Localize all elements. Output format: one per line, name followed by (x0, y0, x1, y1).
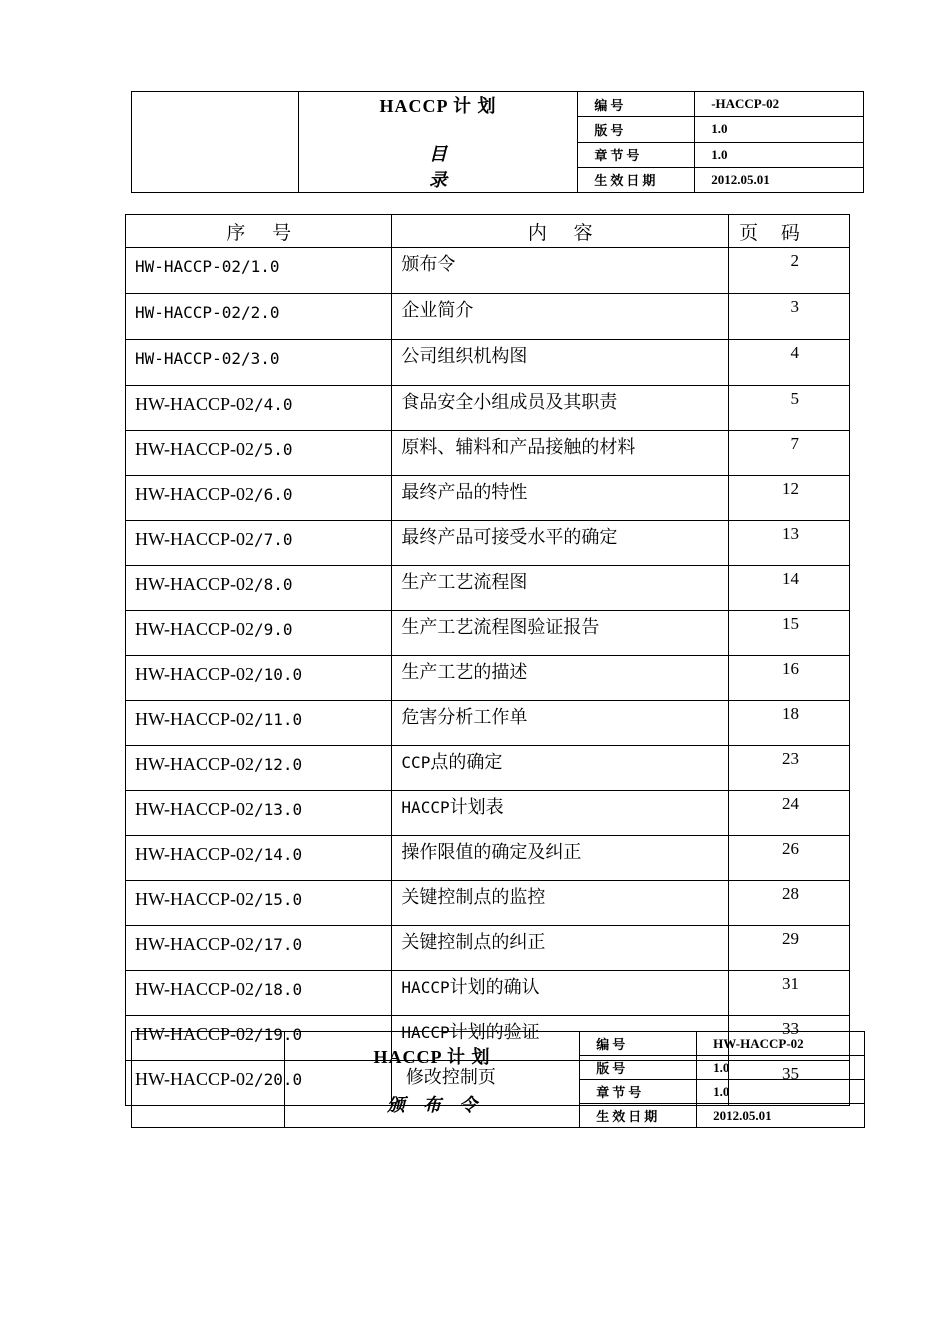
toc-code (126, 701, 392, 746)
toc-page-number: 4 (729, 340, 850, 386)
toc-code (126, 836, 392, 881)
toc-row (126, 476, 850, 521)
toc-code-prefix: HW-HACCP-02 (135, 574, 255, 594)
meta-key-number: 编号 (580, 1032, 697, 1056)
toc-code (126, 971, 392, 1016)
table-of-contents (125, 214, 850, 1106)
toc-code-suffix: /19.0 (254, 1025, 303, 1044)
toc-code (126, 791, 392, 836)
toc-content: 颁布令 (392, 248, 729, 294)
meta-key-number: 编号 (578, 92, 695, 117)
toc-page-number: 18 (729, 701, 850, 746)
toc-content: 修改控制页 (392, 1061, 729, 1106)
toc-page-number: 26 (729, 836, 850, 881)
toc-code-prefix: HW-HACCP-02 (135, 664, 255, 684)
toc-content-prefix: CCP (401, 753, 431, 772)
document-header-top (131, 91, 864, 193)
meta-key-section: 章节号 (578, 142, 695, 167)
toc-row (126, 746, 850, 791)
toc-code-prefix: HW-HACCP-02 (135, 439, 255, 459)
toc-content: 原料、辅料和产品接触的材料 (392, 431, 729, 476)
meta-key-version: 版号 (580, 1056, 697, 1080)
toc-code-prefix: HW-HACCP-02 (135, 394, 255, 414)
toc-content: 公司组织机构图 (392, 340, 729, 386)
toc-code-suffix: /8.0 (254, 575, 293, 594)
toc-code (126, 656, 392, 701)
toc-page-number: 3 (729, 294, 850, 340)
toc-page-number: 7 (729, 431, 850, 476)
toc-code-prefix: HW-HACCP-02 (135, 754, 255, 774)
document-header-bottom (131, 1031, 865, 1128)
toc-code-prefix: HW-HACCP-02 (135, 934, 255, 954)
toc-page-number: 23 (729, 746, 850, 791)
toc-code-suffix: /6.0 (254, 485, 293, 504)
toc-code (126, 926, 392, 971)
toc-code-suffix: /7.0 (254, 530, 293, 549)
meta-value-effective-date: 2012.05.01 (697, 1104, 865, 1128)
toc-page-number: 12 (729, 476, 850, 521)
meta-value-section: 1.0 (695, 142, 864, 167)
toc-code-suffix: /11.0 (254, 710, 303, 729)
toc-code-suffix: /12.0 (254, 755, 303, 774)
toc-content: 生产工艺流程图验证报告 (392, 611, 729, 656)
toc-content: 危害分析工作单 (392, 701, 729, 746)
toc-code-prefix: HW-HACCP-02 (135, 799, 255, 819)
toc-code-suffix: /13.0 (254, 800, 303, 819)
toc-content: 最终产品可接受水平的确定 (392, 521, 729, 566)
toc-page-number: 29 (729, 926, 850, 971)
toc-content-prefix: HACCP (401, 978, 450, 997)
toc-content: 生产工艺流程图 (392, 566, 729, 611)
toc-page-number: 24 (729, 791, 850, 836)
toc-page-number: 13 (729, 521, 850, 566)
document-title: HACCP 计 划 (373, 1046, 491, 1067)
toc-content: 生产工艺的描述 (392, 656, 729, 701)
meta-value-effective-date: 2012.05.01 (695, 167, 864, 192)
toc-row (126, 294, 850, 340)
meta-value-number: HW-HACCP-02 (697, 1032, 865, 1056)
toc-header-row (126, 215, 850, 248)
toc-page-number: 5 (729, 386, 850, 431)
toc-row (126, 611, 850, 656)
toc-code-prefix: HW-HACCP-02 (135, 529, 255, 549)
toc-content-text: 计划表 (449, 797, 504, 817)
toc-content (392, 971, 729, 1016)
toc-row (126, 926, 850, 971)
toc-content-text: 计划的验证 (449, 1022, 540, 1042)
toc-content (392, 791, 729, 836)
logo-cell (132, 92, 299, 193)
toc-code-prefix: HW-HACCP-02 (135, 844, 255, 864)
toc-code (126, 746, 392, 791)
toc-page-number: 14 (729, 566, 850, 611)
toc-content: 最终产品的特性 (392, 476, 729, 521)
toc-code-prefix: HW-HACCP-02 (135, 1024, 255, 1044)
toc-row (126, 791, 850, 836)
meta-value-section: 1.0 (697, 1080, 865, 1104)
toc-header-content: 内 容 (392, 215, 729, 248)
toc-row (126, 521, 850, 566)
toc-code-suffix: /20.0 (254, 1070, 303, 1089)
toc-code-suffix: /5.0 (254, 440, 293, 459)
toc-row (126, 971, 850, 1016)
toc-page-number: 2 (729, 248, 850, 294)
toc-code-suffix: /18.0 (254, 980, 303, 999)
toc-code-prefix: HW-HACCP-02 (135, 979, 255, 999)
toc-content (392, 746, 729, 791)
toc-code-prefix: HW-HACCP-02 (135, 484, 255, 504)
toc-header-sequence: 序 号 (126, 215, 392, 248)
meta-key-section: 章节号 (580, 1080, 697, 1104)
toc-code-suffix: /10.0 (254, 665, 303, 684)
toc-page-number: 28 (729, 881, 850, 926)
toc-row (126, 656, 850, 701)
toc-code-prefix: HW-HACCP-02 (135, 1069, 255, 1089)
toc-code-suffix: /14.0 (254, 845, 303, 864)
toc-code-prefix: HW-HACCP-02 (135, 709, 255, 729)
toc-content-prefix: HACCP (401, 1023, 450, 1042)
toc-row (126, 340, 850, 386)
toc-code (126, 476, 392, 521)
document-subtitle: 目 录 (429, 144, 527, 190)
toc-content: 操作限值的确定及纠正 (392, 836, 729, 881)
meta-key-version: 版号 (578, 117, 695, 142)
toc-code-prefix: HW-HACCP-02 (135, 889, 255, 909)
toc-content-text: 点的确定 (430, 752, 503, 772)
toc-page-number: 31 (729, 971, 850, 1016)
toc-page-number: 15 (729, 611, 850, 656)
toc-page-number: 16 (729, 656, 850, 701)
toc-content-text: 计划的确认 (449, 977, 540, 997)
toc-code-suffix: /9.0 (254, 620, 293, 639)
meta-key-effective-date: 生效日期 (580, 1104, 697, 1128)
toc-code: HW-HACCP-02/1.0 (126, 248, 392, 294)
document-subtitle: 颁布令 (387, 1094, 495, 1115)
toc-content-prefix: HACCP (401, 798, 450, 817)
toc-content: 关键控制点的监控 (392, 881, 729, 926)
logo-cell (132, 1032, 285, 1128)
document-title: HACCP 计 划 (379, 96, 497, 116)
header-title-cell (284, 1032, 580, 1128)
toc-row (126, 881, 850, 926)
toc-content: 食品安全小组成员及其职责 (392, 386, 729, 431)
toc-header-page: 页 码 (729, 215, 850, 248)
meta-value-number: -HACCP-02 (695, 92, 864, 117)
toc-code (126, 881, 392, 926)
toc-code (126, 611, 392, 656)
toc-code: HW-HACCP-02/3.0 (126, 340, 392, 386)
toc-row (126, 248, 850, 294)
toc-row (126, 836, 850, 881)
toc-code-suffix: /4.0 (254, 395, 293, 414)
toc-row (126, 566, 850, 611)
toc-page-number: 35 (729, 1061, 850, 1106)
toc-row (126, 386, 850, 431)
toc-code-suffix: /17.0 (254, 935, 303, 954)
meta-key-effective-date: 生效日期 (578, 167, 695, 192)
toc-row (126, 701, 850, 746)
toc-code (126, 566, 392, 611)
toc-code: HW-HACCP-02/2.0 (126, 294, 392, 340)
toc-code-prefix: HW-HACCP-02 (135, 619, 255, 639)
toc-code (126, 431, 392, 476)
header-title-cell (298, 92, 578, 193)
meta-value-version: 1.0 (697, 1056, 865, 1080)
toc-code-suffix: /15.0 (254, 890, 303, 909)
toc-row (126, 431, 850, 476)
toc-code (126, 521, 392, 566)
toc-content: 企业简介 (392, 294, 729, 340)
toc-content: 关键控制点的纠正 (392, 926, 729, 971)
toc-page-number: 33 (729, 1016, 850, 1061)
toc-code (126, 386, 392, 431)
meta-value-version: 1.0 (695, 117, 864, 142)
